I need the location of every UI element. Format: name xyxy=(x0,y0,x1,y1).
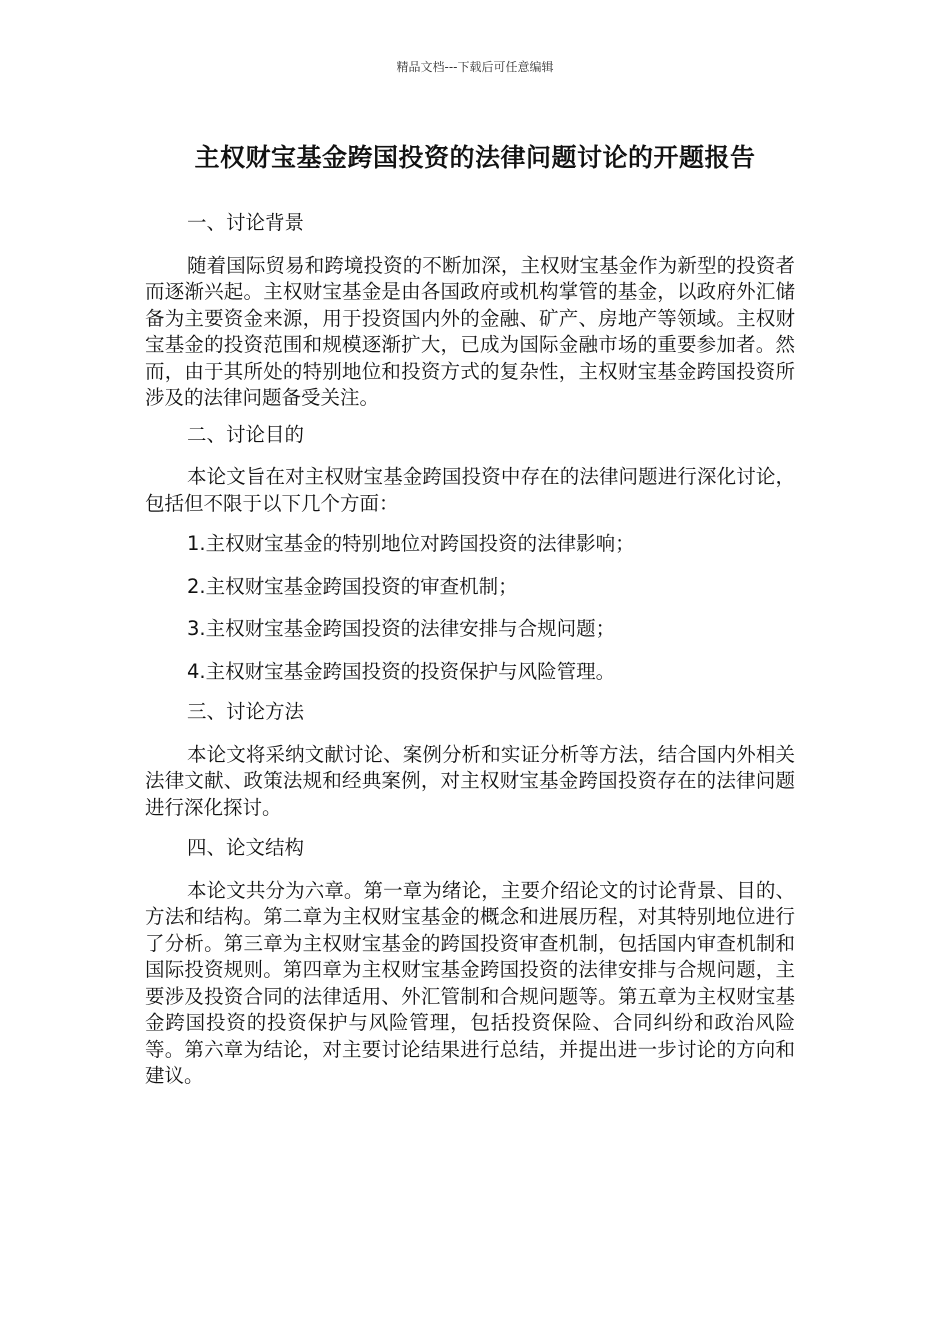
purpose-list-item: 4.主权财宝基金跨国投资的投资保护与风险管理。 xyxy=(187,659,616,683)
purpose-list-item: 1.主权财宝基金的特别地位对跨国投资的法律影响； xyxy=(187,532,635,555)
header-note: 精品文档---下载后可任意编辑 xyxy=(396,60,554,74)
section-heading-purpose: 二、讨论目的 xyxy=(187,422,305,446)
purpose-list-item: 3.主权财宝基金跨国投资的法律安排与合规问题； xyxy=(187,617,616,640)
section-paragraph-purpose: 本论文旨在对主权财宝基金跨国投资中存在的法律问题进行深化讨论，包括但不限于以下几个方面： xyxy=(145,465,795,515)
purpose-list-item: 2.主权财宝基金跨国投资的审查机制； xyxy=(187,574,518,598)
section-heading-method: 三、讨论方法 xyxy=(187,700,305,723)
section-heading-structure: 四、论文结构 xyxy=(187,836,305,859)
section-heading-background: 一、讨论背景 xyxy=(187,211,305,234)
section-paragraph-method: 本论文将采纳文献讨论、案例分析和实证分析等方法，结合国内外相关法律文献、政策法规和经典案例，对主权财宝基金跨国投资存在的法律问题进行深化探讨。 xyxy=(145,742,795,819)
section-paragraph-structure: 本论文共分为六章。第一章为绪论，主要介绍论文的讨论背景、目的、方法和结构。第二章为主权财宝基金的概念和进展历程，对其特别地位进行了分析。第三章为主权财宝基金的跨国投资审查机制，包括国内审查机制和国际投资规则。第四章为主权财宝基金跨国投资的法律安排与合规问题，主要涉及投资合同的法律适用、外汇管制和合规问题等。第五章为主权财宝基金跨国投资的投资保护与风险管理，包括投资保险、合同纠纷和政治风险等。第六章为结论，对主要讨论结果进行总结，并提出进一步讨论的方向和建议。 xyxy=(145,878,795,1087)
document-body xyxy=(145,210,795,1090)
section-paragraph-background: 随着国际贸易和跨境投资的不断加深，主权财宝基金作为新型的投资者而逐渐兴起。主权财宝基金是由各国政府或机构掌管的基金，以政府外汇储备为主要资金来源，用于投资国内外的金融、矿产、房地产等领域。主权财宝基金的投资范围和规模逐渐扩大，已成为国际金融市场的重要参加者。然而，由于其所处的特别地位和投资方式的复杂性，主权财宝基金跨国投资所涉及的法律问题备受关注。 xyxy=(145,253,795,409)
document-title: 主权财宝基金跨国投资的法律问题讨论的开题报告 xyxy=(194,143,756,172)
